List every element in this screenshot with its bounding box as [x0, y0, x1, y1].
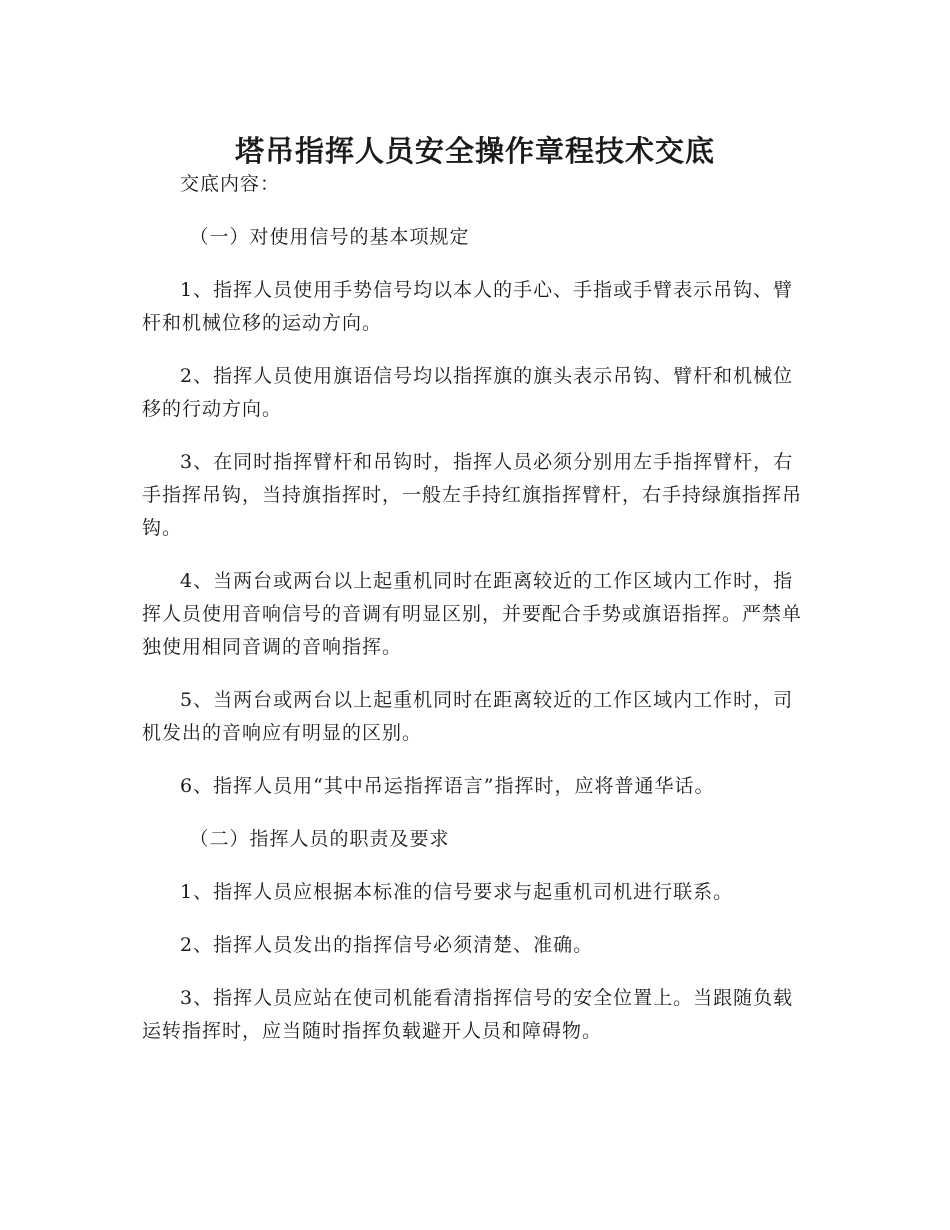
- intro-label: 交底内容：: [180, 173, 281, 195]
- section1-item-5: 5、当两台或两台以上起重机同时在距离较近的工作区域内工作时，司机发出的音响应有明显的区别。: [142, 689, 794, 744]
- section2-item-3: 3、指挥人员应站在使司机能看清指挥信号的安全位置上。当跟随负载运转指挥时，应当随时指挥负载避开人员和障碍物。: [142, 987, 794, 1042]
- section-heading-1: （一）对使用信号的基本项规定: [189, 226, 470, 248]
- section1-item-3: 3、在同时指挥臂杆和吊钩时，指挥人员必须分别用左手指挥臂杆，右手指挥吊钩，当持旗指挥时，一般左手持红旗指挥臂杆，右手持绿旗指挥吊钩。: [142, 451, 803, 539]
- section1-item-2: 2、指挥人员使用旗语信号均以指挥旗的旗头表示吊钩、臂杆和机械位移的行动方向。: [142, 365, 794, 420]
- section2-item-1: 1、指挥人员应根据本标准的信号要求与起重机司机进行联系。: [180, 881, 734, 903]
- section1-item-4: 4、当两台或两台以上起重机同时在距离较近的工作区域内工作时，指挥人员使用音响信号的音调有明显区别，并要配合手势或旗语指挥。严禁单独使用相同音调的音响指挥。: [142, 570, 803, 658]
- section-heading-2: （二）指挥人员的职责及要求: [189, 828, 450, 850]
- section1-item-1: 1、指挥人员使用手势信号均以本人的手心、手指或手臂表示吊钩、臂杆和机械位移的运动方向。: [142, 279, 794, 334]
- document-body: [142, 168, 812, 1068]
- section1-item-6: 6、指挥人员用“其中吊运指挥语言”指挥时，应将普通华话。: [180, 775, 715, 797]
- document-title: 塔吊指挥人员安全操作章程技术交底: [234, 134, 715, 169]
- section2-item-2: 2、指挥人员发出的指挥信号必须清楚、准确。: [180, 934, 594, 956]
